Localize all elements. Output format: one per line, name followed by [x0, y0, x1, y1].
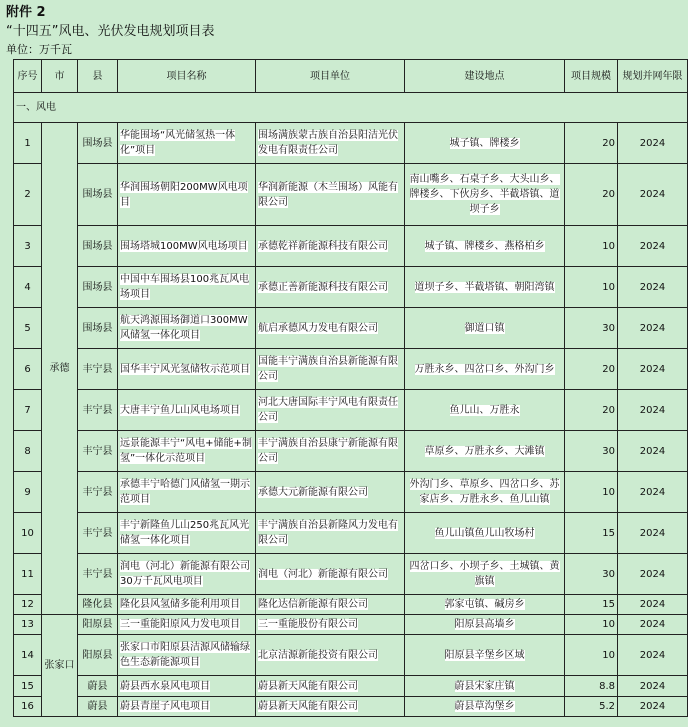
row-scale: 20 — [565, 349, 618, 390]
row-company: 蔚县新天风能有限公司 — [258, 701, 358, 712]
table-header-row — [14, 60, 688, 93]
col-header-scale: 项目规模 — [565, 60, 618, 93]
row-no: 1 — [14, 123, 42, 164]
row-scale: 5.2 — [565, 697, 618, 717]
row-project-name: 承德丰宁哈德门风储氢一期示范项目 — [120, 479, 250, 505]
row-company: 承德正善新能源科技有限公司 — [258, 281, 388, 293]
row-project-name: 丰宁新隆鱼儿山250兆瓦风光储氢一体化项目 — [120, 520, 250, 546]
row-company: 华润新能源（木兰围场）风能有限公司 — [258, 181, 398, 208]
row-no: 5 — [14, 308, 42, 349]
table-row — [14, 513, 688, 554]
row-location: 草原乡、万胜永乡、大滩镇 — [424, 445, 545, 457]
row-company: 润电（河北）新能源有限公司 — [258, 568, 388, 580]
row-project-name: 张家口市阳原县洁源风储输绿色生态新能源项目 — [120, 642, 250, 668]
row-county: 丰宁县 — [78, 554, 118, 595]
row-no: 12 — [14, 595, 42, 615]
attachment-label: 附件 2 — [6, 5, 46, 20]
table-row — [14, 349, 688, 390]
city-cell-chengde: 承德 — [42, 123, 78, 615]
row-year: 2024 — [618, 226, 688, 267]
table-row — [14, 676, 688, 697]
row-location: 蔚县草沟堡乡 — [454, 701, 515, 712]
row-project-name: 华能围场“风光储氢热一体化”项目 — [120, 130, 236, 156]
row-location: 道坝子乡、半截塔镇、朝阳湾镇 — [414, 281, 555, 293]
row-project-name: 大唐丰宁鱼儿山风电场项目 — [120, 404, 240, 416]
row-project-name: 中国中车围场县100兆瓦风电场项目 — [120, 274, 250, 300]
row-scale: 20 — [565, 123, 618, 164]
row-year: 2024 — [618, 615, 688, 635]
table-row — [14, 697, 688, 717]
table-row — [14, 267, 688, 308]
row-no: 2 — [14, 164, 42, 226]
row-company: 承德大元新能源有限公司 — [258, 486, 368, 498]
row-project-name: 蔚县青崖子风电项目 — [120, 701, 210, 712]
row-project-name: 航天鸿源围场御道口300MW风储氢一体化项目 — [120, 315, 248, 341]
row-company: 航启承德风力发电有限公司 — [258, 322, 378, 334]
row-county: 蔚县 — [78, 697, 118, 717]
table-row — [14, 308, 688, 349]
row-no: 6 — [14, 349, 42, 390]
col-header-location: 建设地点 — [405, 60, 565, 93]
row-county: 围场县 — [78, 267, 118, 308]
row-year: 2024 — [618, 308, 688, 349]
table-row — [14, 226, 688, 267]
row-location: 郭家屯镇、碱房乡 — [444, 599, 525, 610]
row-scale: 30 — [565, 308, 618, 349]
row-company: 北京洁源新能投资有限公司 — [258, 649, 378, 661]
row-scale: 8.8 — [565, 676, 618, 697]
row-location: 鱼儿山镇鱼儿山牧场村 — [434, 527, 535, 539]
row-county: 围场县 — [78, 164, 118, 226]
row-year: 2024 — [618, 431, 688, 472]
row-no: 13 — [14, 615, 42, 635]
unit-label: 单位：万千瓦 — [6, 43, 72, 56]
row-project-name: 三一重能阳原风力发电项目 — [120, 619, 240, 630]
section-row — [14, 93, 688, 123]
col-header-county: 县 — [78, 60, 118, 93]
row-company: 蔚县新天风能有限公司 — [258, 680, 358, 692]
row-project-name: 隆化县风氢储多能利用项目 — [120, 599, 240, 610]
row-location: 阳原县辛堡乡区域 — [444, 649, 525, 661]
row-company: 丰宁满族自治县新隆风力发电有限公司 — [258, 520, 398, 546]
table-row — [14, 615, 688, 635]
row-company: 承德乾祥新能源科技有限公司 — [258, 240, 388, 252]
row-location: 蔚县宋家庄镇 — [454, 680, 515, 692]
row-no: 15 — [14, 676, 42, 697]
row-county: 围场县 — [78, 123, 118, 164]
row-county: 围场县 — [78, 308, 118, 349]
row-scale: 15 — [565, 595, 618, 615]
row-scale: 10 — [565, 635, 618, 676]
row-year: 2024 — [618, 513, 688, 554]
row-no: 14 — [14, 635, 42, 676]
row-no: 4 — [14, 267, 42, 308]
table-row — [14, 431, 688, 472]
row-year: 2024 — [618, 595, 688, 615]
row-scale: 10 — [565, 615, 618, 635]
row-scale: 10 — [565, 267, 618, 308]
row-county: 丰宁县 — [78, 349, 118, 390]
row-scale: 30 — [565, 431, 618, 472]
row-year: 2024 — [618, 164, 688, 226]
row-county: 丰宁县 — [78, 431, 118, 472]
document-title: “十四五”风电、光伏发电规划项目表 — [6, 24, 215, 39]
row-company: 隆化达信新能源有限公司 — [258, 599, 368, 610]
row-project-name: 国华丰宁风光氢储牧示范项目 — [120, 363, 250, 375]
row-location: 阳原县高墙乡 — [454, 619, 515, 630]
table-row — [14, 635, 688, 676]
table-row — [14, 554, 688, 595]
col-header-project-name: 项目名称 — [118, 60, 256, 93]
row-no: 7 — [14, 390, 42, 431]
row-scale: 30 — [565, 554, 618, 595]
row-county: 蔚县 — [78, 676, 118, 697]
row-no: 16 — [14, 697, 42, 717]
row-county: 阳原县 — [78, 635, 118, 676]
row-location: 鱼儿山、万胜永 — [449, 404, 520, 416]
project-table — [13, 59, 688, 717]
col-header-year: 规划并网年限 — [618, 60, 688, 93]
row-company: 国能丰宁满族自治县新能源有限公司 — [258, 356, 398, 382]
section-label: 一、风电 — [14, 93, 688, 123]
col-header-company: 项目单位 — [256, 60, 405, 93]
row-year: 2024 — [618, 349, 688, 390]
row-county: 丰宁县 — [78, 472, 118, 513]
col-header-no: 序号 — [14, 60, 42, 93]
row-project-name: 远景能源丰宁“风电+储能+制氢”一体化示范项目 — [120, 438, 252, 464]
table-row — [14, 164, 688, 226]
row-location: 城子镇、牌楼乡 — [449, 137, 520, 149]
row-no: 3 — [14, 226, 42, 267]
row-year: 2024 — [618, 554, 688, 595]
row-company: 河北大唐国际丰宁风电有限责任公司 — [258, 397, 398, 423]
row-project-name: 润电（河北）新能源有限公司30万千瓦风电项目 — [120, 561, 250, 587]
row-scale: 20 — [565, 164, 618, 226]
row-scale: 10 — [565, 472, 618, 513]
table-row — [14, 595, 688, 615]
row-location: 万胜永乡、四岔口乡、外沟门乡 — [414, 363, 555, 375]
row-year: 2024 — [618, 697, 688, 717]
table-row — [14, 123, 688, 164]
row-project-name: 华润围场朝阳200MW风电项目 — [120, 181, 248, 208]
row-location: 城子镇、牌楼乡、燕格柏乡 — [424, 240, 545, 252]
row-year: 2024 — [618, 676, 688, 697]
row-company: 三一重能股份有限公司 — [258, 619, 358, 630]
row-year: 2024 — [618, 390, 688, 431]
row-no: 10 — [14, 513, 42, 554]
row-location: 南山嘴乡、石桌子乡、大头山乡、牌楼乡、下伙房乡、半截塔镇、道坝子乡 — [409, 174, 560, 215]
row-year: 2024 — [618, 472, 688, 513]
row-county: 丰宁县 — [78, 513, 118, 554]
table-row — [14, 390, 688, 431]
row-county: 隆化县 — [78, 595, 118, 615]
row-no: 11 — [14, 554, 42, 595]
row-county: 围场县 — [78, 226, 118, 267]
row-year: 2024 — [618, 123, 688, 164]
row-county: 阳原县 — [78, 615, 118, 635]
city-cell-zhangjiakou: 张家口 — [42, 615, 78, 717]
row-project-name: 蔚县西水泉风电项目 — [120, 680, 210, 692]
row-no: 8 — [14, 431, 42, 472]
row-scale: 10 — [565, 226, 618, 267]
table-row — [14, 472, 688, 513]
row-year: 2024 — [618, 635, 688, 676]
row-project-name: 围场塔城100MW风电场项目 — [120, 240, 248, 252]
row-year: 2024 — [618, 267, 688, 308]
row-company: 丰宁满族自治县康宁新能源有限公司 — [258, 438, 398, 464]
col-header-city: 市 — [42, 60, 78, 93]
row-location: 四岔口乡、小坝子乡、土城镇、黄旗镇 — [409, 561, 560, 587]
row-scale: 15 — [565, 513, 618, 554]
row-location: 外沟门乡、草原乡、四岔口乡、苏家店乡、万胜永乡、鱼儿山镇 — [409, 479, 560, 505]
row-location: 御道口镇 — [464, 322, 505, 334]
row-company: 围场满族蒙古族自治县阳洁光伏发电有限责任公司 — [258, 130, 398, 156]
row-county: 丰宁县 — [78, 390, 118, 431]
row-no: 9 — [14, 472, 42, 513]
row-scale: 20 — [565, 390, 618, 431]
